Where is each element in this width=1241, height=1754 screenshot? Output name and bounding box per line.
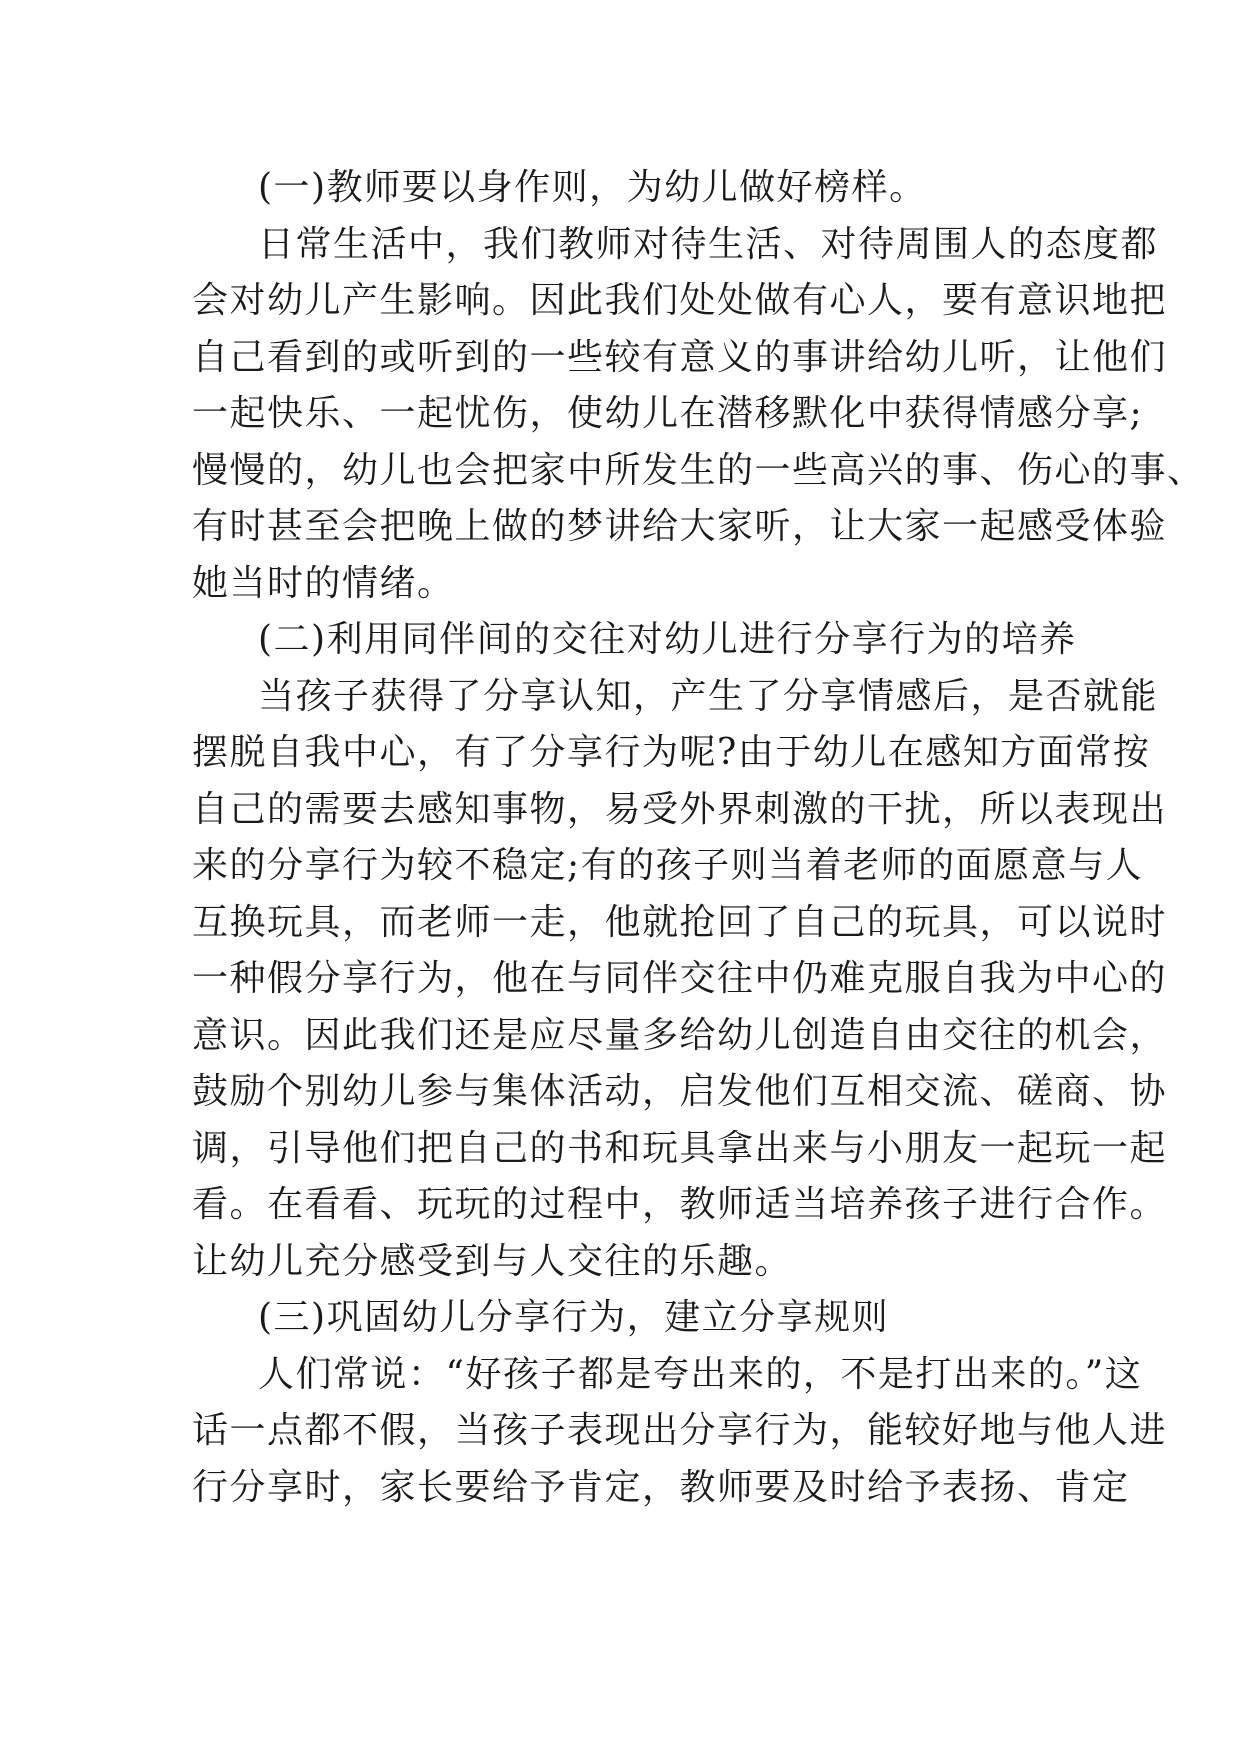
paragraph-line: 来的分享行为较不稳定;有的孩子则当着老师的面愿意与人 [192, 845, 1144, 886]
document-body [192, 160, 1205, 1516]
paragraph-line: 话一点都不假，当孩子表现出分享行为，能较好地与他人进 [192, 1410, 1168, 1451]
section-heading-1: (一)教师要以身作则，为幼儿做好榜样。 [258, 167, 927, 208]
paragraph-line: 一种假分享行为，他在与同伴交往中仍难克服自我为中心的 [192, 958, 1168, 999]
paragraph-line: 有时甚至会把晚上做的梦讲给大家听，让大家一起感受体验 [192, 506, 1168, 547]
paragraph-line: 慢慢的，幼儿也会把家中所发生的一些高兴的事、伤心的事、 [192, 449, 1205, 491]
paragraph-line: 调，引导他们把自己的书和玩具拿出来与小朋友一起玩一起 [192, 1127, 1168, 1169]
paragraph-line: 会对幼儿产生影响。因此我们处处做有心人，要有意识地把 [192, 280, 1168, 321]
paragraph-line: 意识。因此我们还是应尽量多给幼儿创造自由交往的机会， [192, 1014, 1168, 1056]
paragraph-line: 日常生活中，我们教师对待生活、对待周围人的态度都 [258, 223, 1159, 265]
paragraph-line: 互换玩具，而老师一走，他就抢回了自己的玩具，可以说时 [192, 901, 1168, 943]
section-heading-3: (三)巩固幼儿分享行为，建立分享规则 [258, 1297, 890, 1338]
paragraph-line: 让幼儿充分感受到与人交往的乐趣。 [192, 1240, 793, 1282]
paragraph-line: 一起快乐、一起忧伤，使幼儿在潜移默化中获得情感分享; [192, 393, 1144, 434]
paragraph-line: 当孩子获得了分享认知，产生了分享情感后，是否就能 [258, 675, 1159, 717]
paragraph-line: 人们常说：“好孩子都是夸出来的，不是打出来的。”这 [258, 1353, 1143, 1395]
paragraph-line: 她当时的情绪。 [192, 562, 455, 604]
paragraph-line: 自己看到的或听到的一些较有意义的事讲给幼儿听，让他们 [192, 336, 1168, 378]
section-heading-2: (二)利用同伴间的交往对幼儿进行分享行为的培养 [258, 619, 1077, 660]
paragraph-line: 自己的需要去感知事物，易受外界刺激的干扰，所以表现出 [192, 788, 1168, 830]
paragraph-line: 鼓励个别幼儿参与集体活动，启发他们互相交流、磋商、协 [192, 1071, 1168, 1112]
paragraph-line: 摆脱自我中心，有了分享行为呢?由于幼儿在感知方面常按 [192, 732, 1151, 773]
paragraph-line: 行分享时，家长要给予肯定，教师要及时给予表扬、肯定 [192, 1466, 1130, 1508]
paragraph-line: 看。在看看、玩玩的过程中，教师适当培养孩子进行合作。 [192, 1184, 1168, 1225]
